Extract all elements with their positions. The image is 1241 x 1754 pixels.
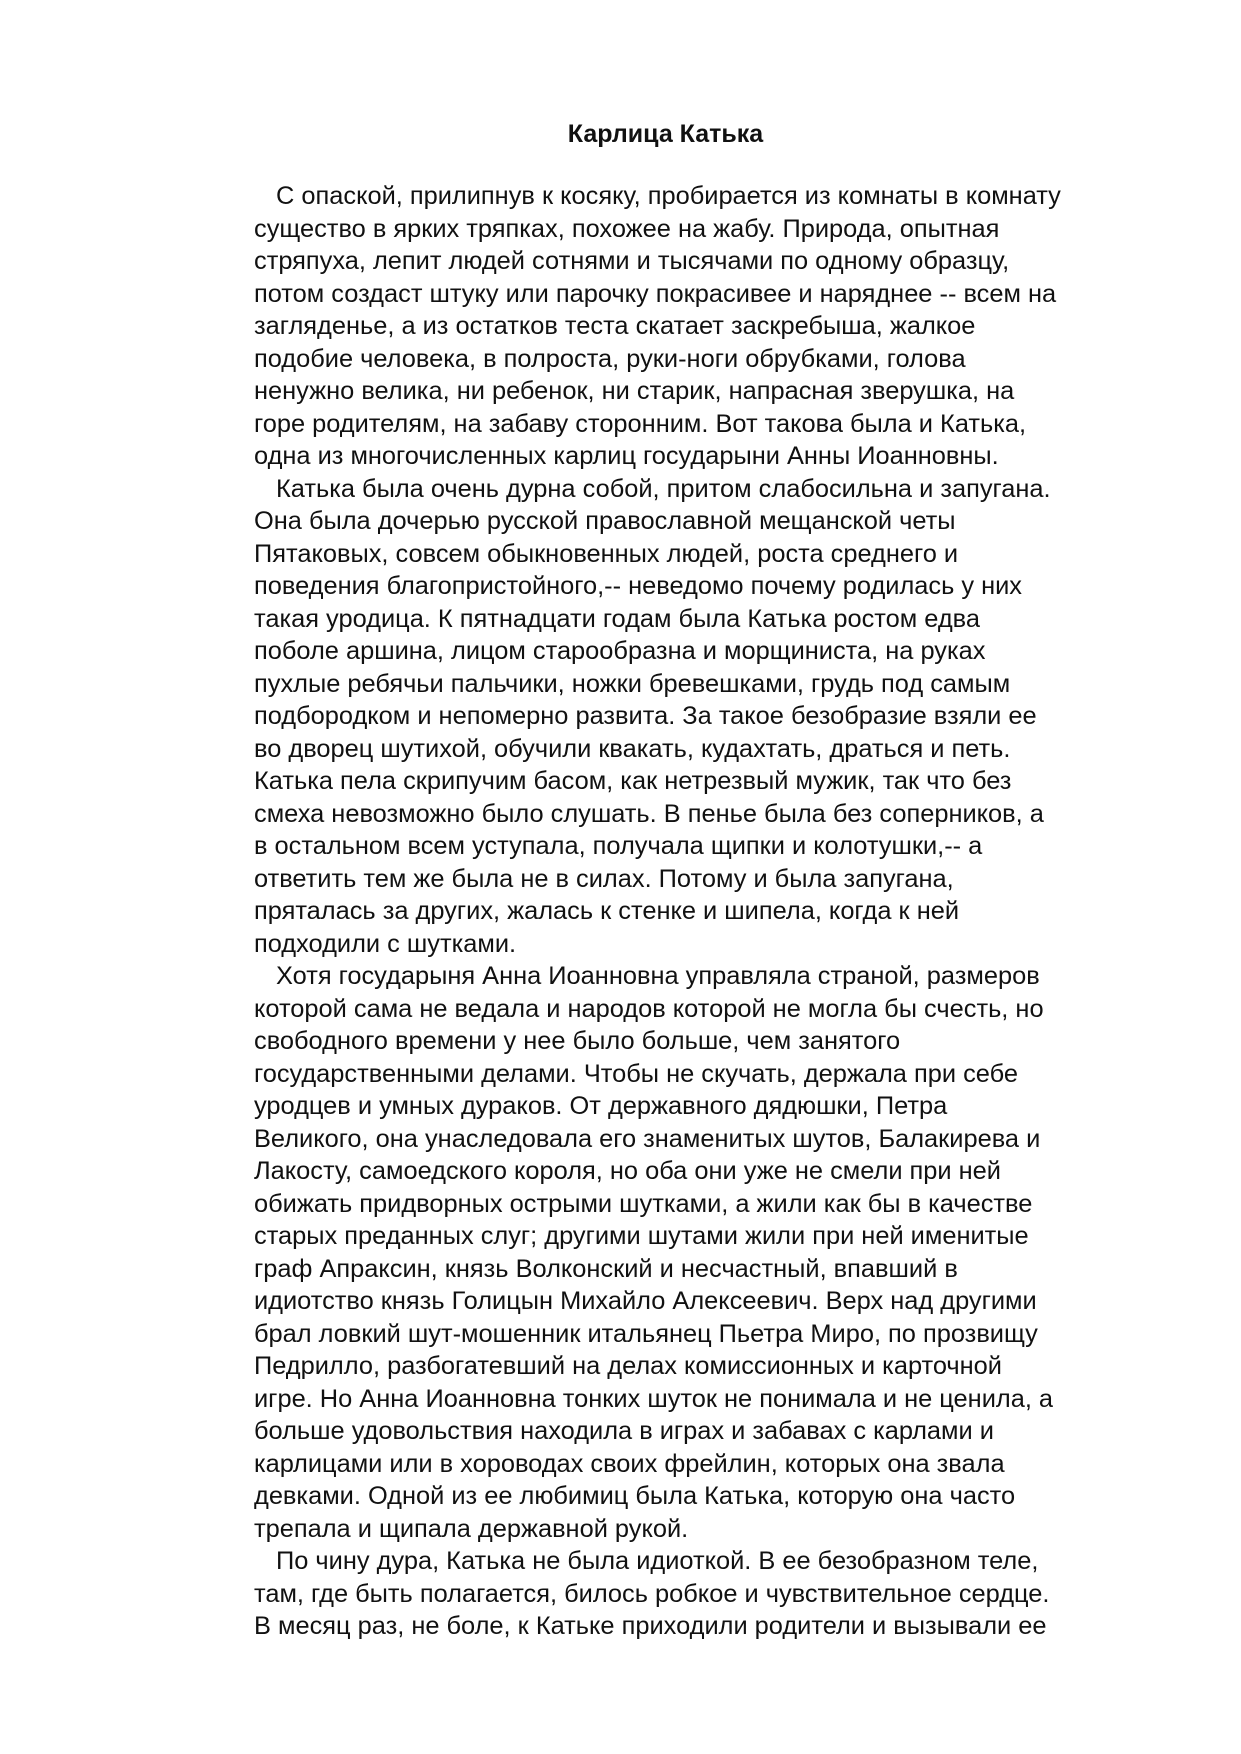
text-line: Она была дочерью русской православной мещанской четы	[254, 507, 956, 535]
text-line: стряпуха, лепит людей сотнями и тысячами по одному образцу,	[254, 247, 1010, 275]
text-line: потом создаст штуку или парочку покрасивее и наряднее -- всем на	[254, 279, 1057, 308]
text-line: существо в ярких тряпках, похожее на жабу. Природа, опытная	[254, 214, 1000, 243]
text-line: Хотя государыня Анна Иоанновна управляла страной, размеров	[276, 962, 1040, 990]
text-line: подходили с шутками.	[254, 929, 517, 958]
text-line: загляденье, а из остатков теста скатает заскребыша, жалкое	[254, 312, 976, 340]
text-line: старых преданных слуг; другими шутами жили при ней именитые	[254, 1222, 1029, 1250]
text-line: больше удовольствия находила в играх и забавах с карлами и	[254, 1417, 994, 1445]
text-line: трепала и щипала державной рукой.	[254, 1514, 689, 1543]
text-line: игре. Но Анна Иоанновна тонких шуток не понимала и не ценила, а	[254, 1384, 1054, 1413]
text-line: Катька пела скрипучим басом, как нетрезвый мужик, так что без	[254, 767, 1012, 795]
text-line: пряталась за других, жалась к стенке и шипела, когда к ней	[254, 897, 960, 925]
text-line: там, где быть полагается, билось робкое и чувствительное сердце.	[254, 1579, 1050, 1608]
text-line: карлицами или в хороводах своих фрейлин, которых она звала	[254, 1449, 1005, 1478]
text-line: уродцев и умных дураков. От державного дядюшки, Петра	[254, 1092, 948, 1120]
text-line: С опаской, прилипнув к косяку, пробирается из комнаты в комнату	[276, 182, 1061, 210]
text-line: ненужно велика, ни ребенок, ни старик, напрасная зверушка, на	[254, 377, 1015, 405]
text-line: По чину дура, Катька не была идиоткой. В ее безобразном теле,	[276, 1547, 1039, 1575]
text-line: идиотство князь Голицын Михайло Алексеевич. Верх над другими	[254, 1287, 1037, 1315]
text-line: подбородком и непомерно развита. За такое безобразие взяли ее	[254, 702, 1037, 730]
text-line: брал ловкий шут-мошенник итальянец Пьетра Миро, по прозвищу	[254, 1319, 1038, 1348]
text-line: поболе аршина, лицом старообразна и морщиниста, на руках	[254, 637, 986, 665]
text-line: обижать придворных острыми шутками, а жили как бы в качестве	[254, 1189, 1033, 1218]
text-line: смеха невозможно было слушать. В пенье была без соперников, а	[254, 799, 1044, 828]
text-line: в остальном всем уступала, получала щипки и колотушки,-- а	[254, 832, 983, 860]
text-line: В месяц раз, не боле, к Катьке приходили родители и вызывали ее	[254, 1612, 1047, 1640]
text-line: свободного времени у нее было больше, чем занятого	[254, 1027, 901, 1055]
text-line: девками. Одной из ее любимиц была Катька, которую она часто	[254, 1482, 1016, 1510]
document-body	[254, 180, 1164, 1643]
text-line: подобие человека, в полроста, руки-ноги обрубками, голова	[254, 344, 966, 373]
text-line: поведения благопристойного,-- неведомо почему родилась у них	[254, 572, 1023, 600]
document-title: Карлица Катька	[567, 120, 764, 148]
text-line: граф Апраксин, князь Волконский и несчастный, впавший в	[254, 1254, 958, 1283]
text-line: одна из многочисленных карлиц государыни Анны Иоанновны.	[254, 442, 999, 470]
text-line: горе родителям, на забаву сторонним. Вот такова была и Катька,	[254, 409, 1027, 438]
text-line: Лакосту, самоедского короля, но оба они уже не смели при ней	[254, 1157, 1001, 1185]
text-line: ответить тем же была не в силах. Потому и была запугана,	[254, 864, 954, 893]
text-line: Катька была очень дурна собой, притом слабосильна и запугана.	[276, 474, 1051, 503]
text-line: пухлые ребячьи пальчики, ножки бревешками, грудь под самым	[254, 669, 1011, 698]
text-line: Пятаковых, совсем обыкновенных людей, роста среднего и	[254, 539, 959, 568]
text-line: Педрилло, разбогатевший на делах комиссионных и карточной	[254, 1352, 1002, 1380]
text-line: Великого, она унаследовала его знаменитых шутов, Балакирева и	[254, 1124, 1041, 1153]
text-line: во дворец шутихой, обучили квакать, кудахтать, драться и петь.	[254, 734, 1011, 763]
text-line: такая уродица. К пятнадцати годам была Катька ростом едва	[254, 604, 980, 633]
text-line: которой сама не ведала и народов которой не могла бы счесть, но	[254, 994, 1044, 1023]
text-line: государственными делами. Чтобы не скучать, держала при себе	[254, 1059, 1018, 1088]
